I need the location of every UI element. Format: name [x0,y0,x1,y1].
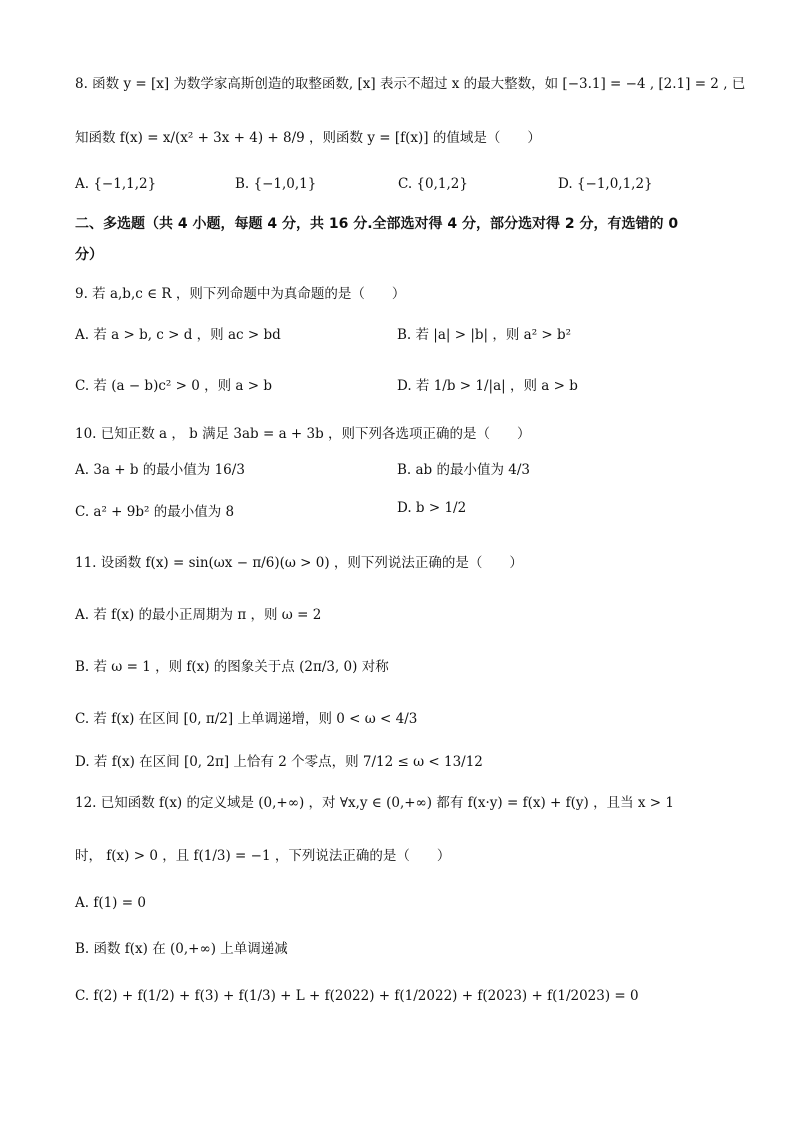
q8-option-c: C. {0,1,2} [398,176,468,192]
q11-option-c: C. 若 f(x) 在区间 [0, π/2] 上单调递增，则 0 < ω < 4/3 [75,711,418,727]
section-2-line2: 分） [75,247,103,263]
q8-line2: 知函数 f(x) = x/(x² + 3x + 4) + 8/9 ，则函数 y = [f(x)] 的值域是（ ） [75,130,541,146]
q10-option-d: D. b > 1/2 [397,500,467,516]
q10-option-c: C. a² + 9b² 的最小值为 8 [75,504,235,520]
q10-option-b: B. ab 的最小值为 4/3 [397,462,531,478]
section-2-line1: 二、多选题（共 4 小题，每题 4 分，共 16 分.全部选对得 4 分，部分选对得 2 分，有选错的 0 [75,216,679,232]
q8-option-d: D. {−1,0,1,2} [558,176,653,192]
q11-option-d: D. 若 f(x) 在区间 [0, 2π] 上恰有 2 个零点，则 7/12 ≤ ω < 13/12 [75,754,483,770]
q12-option-a: A. f(1) = 0 [75,895,146,911]
q8-option-a: A. {−1,1,2} [75,176,157,192]
q9-stem: 9. 若 a,b,c ∈ R ，则下列命题中为真命题的是（ ） [75,286,406,302]
q9-option-c: C. 若 (a − b)c² > 0 ，则 a > b [75,378,272,394]
q9-option-b: B. 若 |a| > |b| ，则 a² > b² [397,327,572,343]
q12-line1: 12. 已知函数 f(x) 的定义域是 (0,+∞) ，对 ∀x,y ∈ (0,+∞) 都有 f(x·y) = f(x) + f(y) ，且当 x > 1 [75,795,674,811]
q8-option-b: B. {−1,0,1} [235,176,317,192]
q10-option-a: A. 3a + b 的最小值为 16/3 [75,462,245,478]
q9-option-a: A. 若 a > b, c > d ，则 ac > bd [75,327,281,343]
q12-line2: 时， f(x) > 0 ，且 f(1/3) = −1 ，下列说法正确的是（ ） [75,848,451,864]
q9-option-d: D. 若 1/b > 1/|a| ，则 a > b [397,378,578,394]
q12-option-b: B. 函数 f(x) 在 (0,+∞) 上单调递减 [75,941,288,957]
q8-line1: 8. 函数 y = [x] 为数学家高斯创造的取整函数, [x] 表示不超过 x 的最大整数，如 [−3.1] = −4 , [2.1] = 2 , 已 [75,76,746,92]
q11-option-a: A. 若 f(x) 的最小正周期为 π ，则 ω = 2 [75,607,322,623]
q12-option-c: C. f(2) + f(1/2) + f(3) + f(1/3) + L + f(2022) + f(1/2022) + f(2023) + f(1/2023) = 0 [75,988,639,1004]
q11-stem: 11. 设函数 f(x) = sin(ωx − π/6)(ω > 0) ，则下列说法正确的是（ ） [75,555,523,571]
q11-option-b: B. 若 ω = 1 ，则 f(x) 的图象关于点 (2π/3, 0) 对称 [75,659,389,675]
q10-stem: 10. 已知正数 a ， b 满足 3ab = a + 3b ，则下列各选项正确的是（ ） [75,426,531,442]
